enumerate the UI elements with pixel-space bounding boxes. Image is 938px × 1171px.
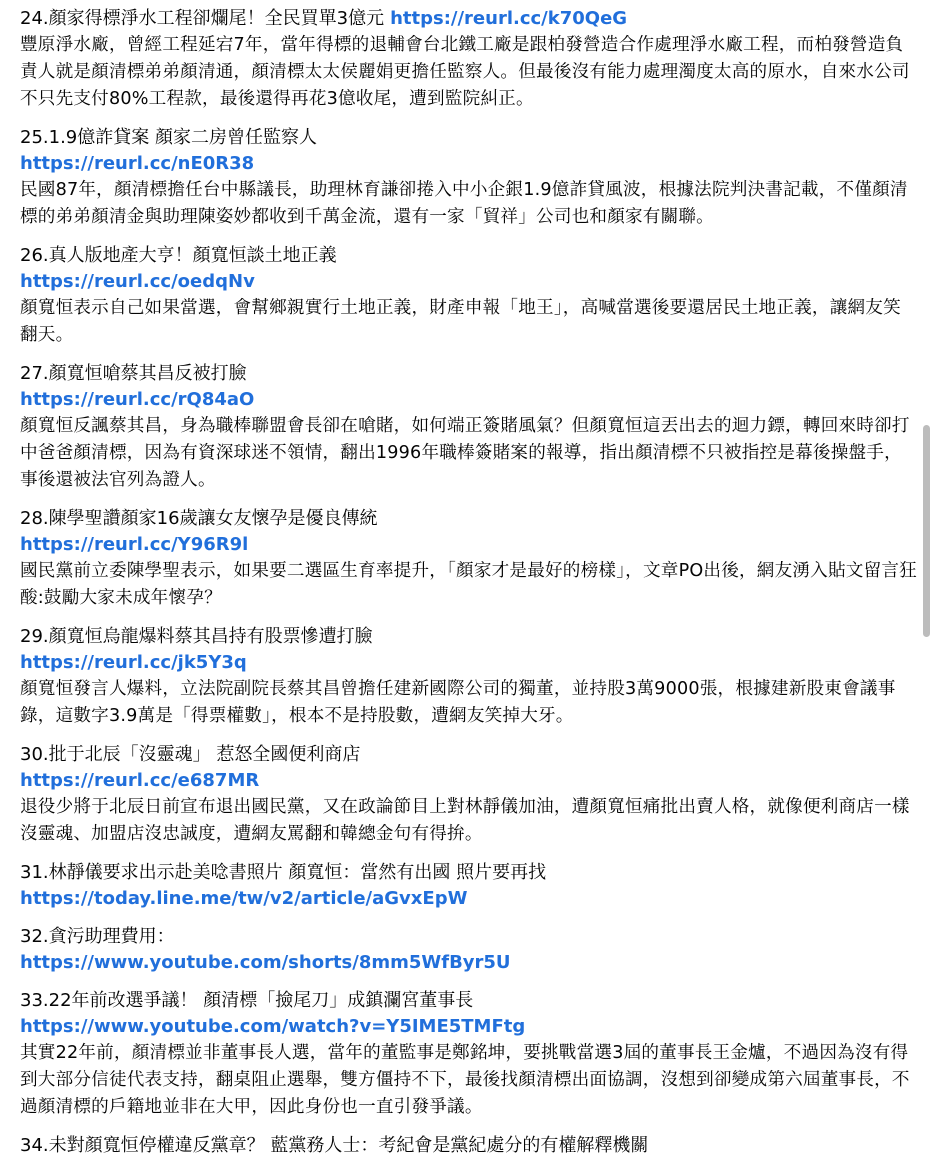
item-title: 25.1.9億詐貸案 顏家二房曾任監察人 xyxy=(20,127,317,148)
item-link[interactable]: https://reurl.cc/k70QeG xyxy=(390,8,628,29)
list-item xyxy=(20,361,918,494)
scrollbar[interactable] xyxy=(926,0,936,1140)
item-body: 顏寬恒反諷蔡其昌，身為職棒聯盟會長卻在嗆賭，如何端正簽賭風氣？但顏寬恒這丟出去的迴力鏢，轉回來時卻打中爸爸顏清標，因為有資深球迷不領情，翻出1996年職棒簽賭案的報導，指出顏清標不只被指控是幕後操盤手，事後還被法官列為證人。 xyxy=(20,416,910,490)
item-body: 其實22年前，顏清標並非董事長人選，當年的董監事是鄭銘坤，要挑戰當選3屆的董事長王金爐，不過因為沒有得到大部分信徒代表支持，翻桌阻止選舉，雙方僵持不下，最後找顏清標出面協調，沒想到卻變成第六屆董事長，不過顏清標的戶籍地並非在大甲，因此身份也一直引發爭議。 xyxy=(20,1043,910,1117)
list-item xyxy=(20,624,918,730)
item-link[interactable]: https://reurl.cc/nE0R38 xyxy=(20,153,255,174)
item-body: 民國87年，顏清標擔任台中縣議長，助理林育謙卻捲入中小企銀1.9億詐貸風波，根據法院判決書記載，不僅顏清標的弟弟顏清金與助理陳姿妙都收到千萬金流，還有一家「貿祥」公司也和顏家有關聯。 xyxy=(20,180,908,227)
scrollbar-thumb[interactable] xyxy=(923,425,930,637)
item-title: 30.批于北辰「沒靈魂」 惹怒全國便利商店 xyxy=(20,744,361,765)
item-link[interactable]: https://www.youtube.com/watch?v=Y5IME5TMFtg xyxy=(20,1016,526,1037)
list-item xyxy=(20,1133,918,1159)
item-title: 32.貪污助理費用： xyxy=(20,926,175,947)
item-title: 29.顏寬恒烏龍爆料蔡其昌持有股票慘遭打臉 xyxy=(20,626,373,647)
item-title: 27.顏寬恒嗆蔡其昌反被打臉 xyxy=(20,363,247,384)
item-link[interactable]: https://today.line.me/tw/v2/article/aGvxEpW xyxy=(20,888,468,909)
list-item xyxy=(20,924,918,976)
item-body: 顏寬恒表示自己如果當選，會幫鄉親實行土地正義，財產申報「地王」，高喊當選後要還居民土地正義，讓網友笑翻天。 xyxy=(20,298,901,345)
item-body: 國民黨前立委陳學聖表示，如果要二選區生育率提升，「顏家才是最好的榜樣」，文章PO出後，網友湧入貼文留言狂酸:鼓勵大家未成年懷孕？ xyxy=(20,561,917,608)
item-link[interactable]: https://reurl.cc/e687MR xyxy=(20,770,260,791)
item-title: 31.林靜儀要求出示赴美唸書照片 顏寬恒：當然有出國 照片要再找 xyxy=(20,862,547,883)
list-item xyxy=(20,506,918,612)
item-body: 豐原淨水廠，曾經工程延宕7年，當年得標的退輔會台北鐵工廠是跟柏發營造合作處理淨水廠工程，而柏發營造負責人就是顏清標弟弟顏清通，顏清標太太侯麗娟更擔任監察人。但最後沒有能力處理濁度太高的原水，自來水公司不只先支付80%工程款，最後還得再花3億收尾，遭到監院糾正。 xyxy=(20,35,910,109)
list-item xyxy=(20,742,918,848)
item-body: 退役少將于北辰日前宣布退出國民黨，又在政論節目上對林靜儀加油，遭顏寬恒痛批出賣人格，就像便利商店一樣沒靈魂、加盟店沒忠誠度，遭網友罵翻和韓總金句有得拚。 xyxy=(20,797,910,844)
post-content xyxy=(20,6,918,1171)
item-link[interactable]: https://reurl.cc/rQ84aO xyxy=(20,389,255,410)
list-item xyxy=(20,125,918,231)
item-title: 34.未對顏寬恒停權違反黨章？ 藍黨務人士：考紀會是黨紀處分的有權解釋機關 xyxy=(20,1135,649,1156)
item-link[interactable]: https://reurl.cc/Y96R9l xyxy=(20,534,249,555)
item-link[interactable]: https://reurl.cc/oedqNv xyxy=(20,271,255,292)
item-title: 28.陳學聖讚顏家16歲讓女友懷孕是優良傳統 xyxy=(20,508,378,529)
list-item xyxy=(20,243,918,349)
item-title: 24.顏家得標淨水工程卻爛尾！全民買單3億元 xyxy=(20,8,385,29)
item-link[interactable]: https://www.youtube.com/shorts/8mm5WfByr5U xyxy=(20,952,511,973)
item-title: 33.22年前改選爭議！ 顏清標「撿尾刀」成鎮瀾宮董事長 xyxy=(20,990,474,1011)
list-item xyxy=(20,860,918,912)
item-title: 26.真人版地產大亨！顏寬恒談土地正義 xyxy=(20,245,337,266)
item-link[interactable]: https://reurl.cc/jk5Y3q xyxy=(20,652,247,673)
item-body: 顏寬恒發言人爆料，立法院副院長蔡其昌曾擔任建新國際公司的獨董，並持股3萬9000張，根據建新股東會議事錄，這數字3.9萬是「得票權數」，根本不是持股數，遭網友笑掉大牙。 xyxy=(20,679,896,726)
list-item xyxy=(20,988,918,1121)
list-item xyxy=(20,6,918,113)
